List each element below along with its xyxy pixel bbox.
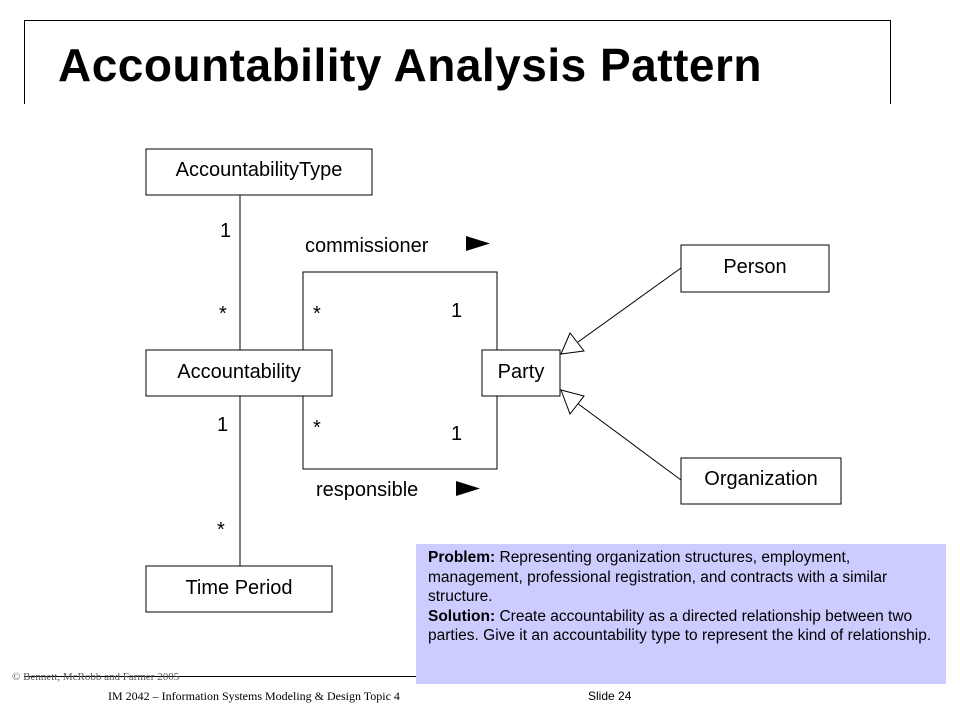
problem-solution-note (416, 544, 946, 684)
multiplicity-commissioner-right: 1 (451, 300, 463, 322)
slide-number: Slide 24 (588, 689, 632, 703)
organization-generalization-line (577, 403, 681, 480)
copyright-text: © Bennett, McRobb and Farmer 2005 (12, 671, 180, 683)
responsible-direction-arrow (456, 481, 480, 496)
multiplicity-commissioner-left: * (313, 303, 321, 325)
problem-label: Problem: (428, 549, 496, 566)
commissioner-label: commissioner (305, 235, 429, 257)
course-title: IM 2042 – Information Systems Modeling & Design Topic 4 (108, 689, 400, 703)
multiplicity-period-top: 1 (217, 414, 229, 436)
multiplicity-type-bottom: * (219, 303, 227, 325)
multiplicity-responsible-left: * (313, 417, 321, 439)
party-label: Party (497, 361, 545, 383)
person-generalization-arrowhead (561, 333, 584, 354)
person-generalization-line (578, 268, 681, 342)
commissioner-association-line (303, 272, 497, 350)
responsible-association-line (303, 396, 497, 469)
solution-label: Solution: (428, 607, 496, 625)
accountability-type-label: AccountabilityType (175, 159, 343, 181)
problem-text: Representing organization structures, employment, management, professional registration, and contracts with a similar structure. (428, 549, 888, 605)
person-label: Person (723, 256, 787, 278)
responsible-label: responsible (316, 479, 419, 501)
organization-label: Organization (704, 468, 818, 490)
commissioner-direction-arrow (466, 236, 490, 251)
multiplicity-type-top: 1 (220, 220, 232, 242)
solution-text: Create accountability as a directed relationship between two parties. Give it an accountability type to represent the kind of relationship. (428, 607, 932, 644)
organization-generalization-arrowhead (561, 390, 584, 414)
multiplicity-responsible-right: 1 (451, 423, 463, 445)
multiplicity-period-bottom: * (217, 519, 225, 541)
time-period-label: Time Period (185, 577, 293, 599)
page-title: Accountability Analysis Pattern (58, 39, 762, 91)
accountability-label: Accountability (177, 361, 301, 383)
